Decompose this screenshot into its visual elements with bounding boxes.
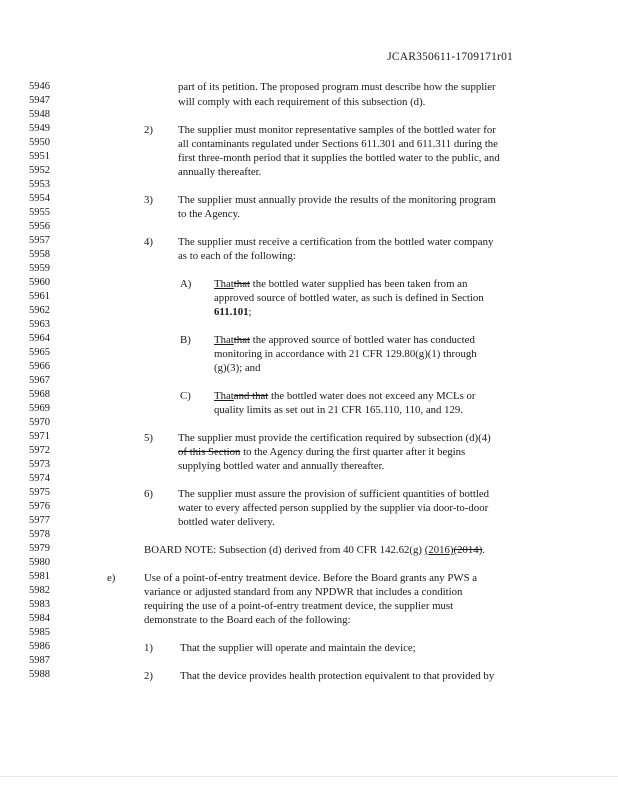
- line-number: 5987: [29, 655, 50, 666]
- item-4-line-1: The supplier must receive a certification from the bottled water company: [178, 236, 494, 248]
- item-2-line-2: all contaminants regulated under Sections 611.301 and 611.311 during the: [178, 138, 498, 150]
- line-number: 5952: [29, 165, 50, 176]
- e-item-1-marker: 1): [144, 642, 153, 654]
- item-2-marker: 2): [144, 124, 153, 136]
- item-2-line-4: annually thereafter.: [178, 166, 262, 178]
- inserted-text: That: [214, 334, 234, 346]
- line-number: 5981: [29, 571, 50, 582]
- inserted-text: That: [214, 390, 234, 402]
- line-number: 5947: [29, 95, 50, 106]
- deleted-text: and that: [233, 390, 269, 402]
- sub-a-line-2: approved source of bottled water, as such is defined in Section: [214, 292, 484, 304]
- item-3-line-1: The supplier must annually provide the results of the monitoring program: [178, 194, 496, 206]
- line-number: 5971: [29, 431, 50, 442]
- sub-b-line-2: monitoring in accordance with 21 CFR 129.80(g)(1) through: [214, 348, 477, 360]
- e-item-1-line-1: That the supplier will operate and maintain the device;: [180, 642, 416, 654]
- line-number: 5983: [29, 599, 50, 610]
- item-5-line-2: of this Section to the Agency during the first quarter after it begins: [178, 446, 466, 458]
- item-2-line-1: The supplier must monitor representative samples of the bottled water for: [178, 124, 496, 136]
- line-number: 5957: [29, 235, 50, 246]
- line-number: 5960: [29, 277, 50, 288]
- document-id-header: JCAR350611-1709171r01: [387, 51, 513, 63]
- item-4-marker: 4): [144, 236, 153, 248]
- item-3-line-2: to the Agency.: [178, 208, 240, 220]
- line-number: 5966: [29, 361, 50, 372]
- sub-a-line-3: 611.101;: [214, 306, 252, 318]
- sub-b-marker: B): [180, 334, 191, 346]
- section-e-line-1: Use of a point-of-entry treatment device. Before the Board grants any PWS a: [144, 572, 478, 584]
- line-number: 5955: [29, 207, 50, 218]
- line-number: 5964: [29, 333, 50, 344]
- line-number: 5965: [29, 347, 50, 358]
- line-number: 5954: [29, 193, 50, 204]
- line-number: 5967: [29, 375, 50, 386]
- line-number: 5968: [29, 389, 50, 400]
- sub-a-line-1: Thatthat the bottled water supplied has been taken from an: [214, 278, 468, 290]
- item-6-marker: 6): [144, 488, 153, 500]
- intro-line-1: part of its petition. The proposed program must describe how the supplier: [178, 81, 496, 93]
- line-number: 5978: [29, 529, 50, 540]
- line-number: 5949: [29, 123, 50, 134]
- line-number: 5976: [29, 501, 50, 512]
- line-number: 5979: [29, 543, 50, 554]
- sub-b-line-1: Thatthat the approved source of bottled water has conducted: [214, 334, 475, 346]
- line-number: 5951: [29, 151, 50, 162]
- sub-a-marker: A): [180, 278, 192, 290]
- line-number: 5962: [29, 305, 50, 316]
- sub-b-line-3: (g)(3); and: [214, 362, 261, 374]
- section-e-line-4: demonstrate to the Board each of the following:: [144, 614, 351, 626]
- line-number: 5975: [29, 487, 50, 498]
- sub-c-line-2: quality limits as set out in 21 CFR 165.110, 110, and 129.: [214, 404, 464, 416]
- page-bottom-rule: [0, 776, 618, 777]
- section-e-marker: e): [107, 572, 116, 584]
- item-3-marker: 3): [144, 194, 153, 206]
- section-e-line-2: variance or adjusted standard from any NPDWR that includes a condition: [144, 586, 463, 598]
- item-2-line-3: first three-month period that it supplies the bottled water to the public, and: [178, 152, 500, 164]
- sub-c-marker: C): [180, 390, 191, 402]
- intro-line-2: will comply with each requirement of this subsection (d).: [178, 96, 426, 108]
- line-number: 5973: [29, 459, 50, 470]
- item-5-line-1: The supplier must provide the certification required by subsection (d)(4): [178, 432, 491, 444]
- line-number: 5985: [29, 627, 50, 638]
- item-4-line-2: as to each of the following:: [178, 250, 296, 262]
- line-number: 5972: [29, 445, 50, 456]
- item-6-line-2: water to every affected person supplied by the supplier via door-to-door: [178, 502, 489, 514]
- inserted-text: That: [214, 278, 234, 290]
- line-number: 5970: [29, 417, 50, 428]
- line-number: 5977: [29, 515, 50, 526]
- e-item-2-marker: 2): [144, 670, 153, 682]
- e-item-2-line-1: That the device provides health protection equivalent to that provided by: [180, 670, 495, 682]
- line-number: 5969: [29, 403, 50, 414]
- item-5-line-3: supplying bottled water and annually thereafter.: [178, 460, 385, 472]
- item-5-marker: 5): [144, 432, 153, 444]
- item-6-line-3: bottled water delivery.: [178, 516, 275, 528]
- item-6-line-1: The supplier must assure the provision of sufficient quantities of bottled: [178, 488, 490, 500]
- line-number: 5986: [29, 641, 50, 652]
- line-number: 5958: [29, 249, 50, 260]
- deleted-text: (2014): [453, 544, 483, 556]
- inserted-text: (2016): [424, 544, 454, 556]
- line-number: 5963: [29, 319, 50, 330]
- sub-c-line-1: Thatand that the bottled water does not exceed any MCLs or: [214, 390, 476, 402]
- deleted-text: that: [233, 334, 250, 346]
- line-number: 5974: [29, 473, 50, 484]
- board-note: BOARD NOTE: Subsection (d) derived from 40 CFR 142.62(g) (2016)(2014).: [144, 544, 485, 556]
- deleted-text: that: [233, 278, 250, 290]
- line-number: 5980: [29, 557, 50, 568]
- line-number: 5948: [29, 109, 50, 120]
- line-number: 5956: [29, 221, 50, 232]
- section-e-line-3: requiring the use of a point-of-entry treatment device, the supplier must: [144, 600, 454, 612]
- line-number: 5950: [29, 137, 50, 148]
- line-number: 5953: [29, 179, 50, 190]
- line-number: 5946: [29, 81, 50, 92]
- line-number: 5959: [29, 263, 50, 274]
- line-number: 5961: [29, 291, 50, 302]
- line-number: 5982: [29, 585, 50, 596]
- line-number: 5984: [29, 613, 50, 624]
- deleted-text: of this Section: [178, 446, 241, 458]
- line-number: 5988: [29, 669, 50, 680]
